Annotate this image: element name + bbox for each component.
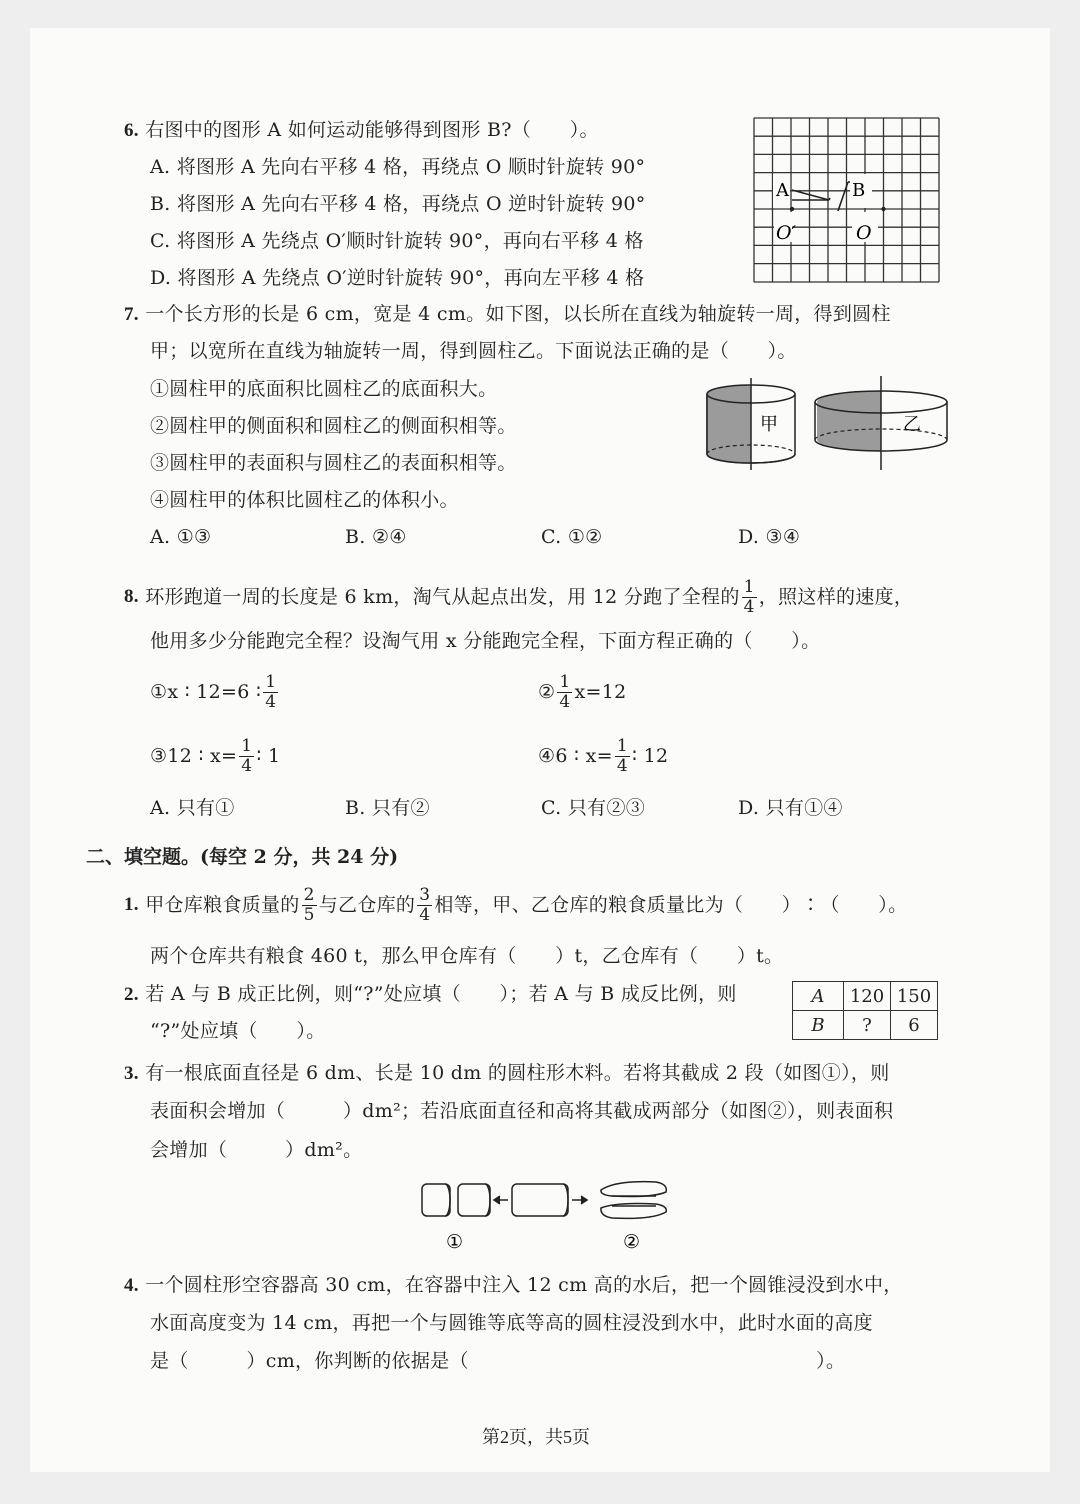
q8-equation-2 <box>538 668 626 716</box>
q7-line1-text: 一个长方形的长是 6 cm，宽是 4 cm。如下图，以长所在直线为轴旋转一周，得到圆柱 <box>145 303 891 325</box>
f1-frac2-num: 3 <box>419 884 431 905</box>
q8-eq1-den: 4 <box>265 691 277 712</box>
f3-line1 <box>124 1061 890 1086</box>
f4-line1-text: 一个圆柱形空容器高 30 cm，在容器中注入 12 cm 高的水后，把一个圆锥浸没到水中， <box>145 1274 903 1296</box>
q7-number: 7. <box>124 304 139 325</box>
f1-fraction-1 <box>302 886 317 925</box>
q8-eq4-text-b: ∶ 12 <box>632 745 669 767</box>
q8-eq2-text-a: ② <box>538 681 556 703</box>
f1-text-a: 甲仓库粮食质量的 <box>145 894 300 916</box>
f2-table-row-a <box>793 982 938 1011</box>
q8-equation-1 <box>150 668 280 716</box>
q7-statement-3: ③圆柱甲的表面积与圆柱乙的表面积相等。 <box>150 452 517 474</box>
q8-line2: 他用多少分能跑完全程？设淘气用 x 分能跑完全程，下面方程正确的（ ）。 <box>150 630 821 652</box>
q8-eq3-text-a: ③12 ∶ x= <box>150 745 238 767</box>
q7-choice-c: C. ①② <box>541 526 603 548</box>
q7-choice-d: D. ③④ <box>738 526 801 548</box>
q7-statement-2: ②圆柱甲的侧面积和圆柱乙的侧面积相等。 <box>150 415 517 437</box>
q6-number: 6. <box>124 120 139 141</box>
q7-cylinders-figure <box>702 374 952 472</box>
q7-statement-1: ①圆柱甲的底面积比圆柱乙的底面积大。 <box>150 378 498 400</box>
q8-eq4-text-a: ④6 ∶ x= <box>538 745 613 767</box>
f3-number: 3. <box>124 1063 139 1084</box>
f4-line2: 水面高度变为 14 cm，再把一个与圆锥等底等高的圆柱浸没到水中，此时水面的高度 <box>150 1312 873 1334</box>
f2-table-cell: A <box>793 982 844 1011</box>
f2-table-cell: 6 <box>891 1011 938 1040</box>
q7-line1 <box>124 302 891 327</box>
f3-line3: 会增加（ ）dm²。 <box>150 1139 363 1161</box>
q8-choice-d: D. 只有①④ <box>738 797 843 819</box>
q8-eq3-den: 4 <box>241 755 253 776</box>
f1-number: 1. <box>124 894 139 915</box>
q8-frac-num: 1 <box>743 576 755 597</box>
f2-number: 2. <box>124 984 139 1005</box>
f1-text-c: 相等，甲、乙仓库的粮食质量比为（ ）∶（ ）。 <box>434 894 908 916</box>
section-2-title: 二、填空题。(每空 2 分，共 24 分) <box>86 846 399 868</box>
q8-equation-3 <box>150 732 280 780</box>
q8-eq1-fraction <box>263 673 278 712</box>
q8-choice-b: B. 只有② <box>345 797 430 819</box>
q6-stem <box>124 118 599 143</box>
f1-frac1-num: 2 <box>303 884 315 905</box>
q6-stem-text: 右图中的图形 A 如何运动能够得到图形 B?（ ）。 <box>145 119 599 141</box>
q7-statement-4: ④圆柱甲的体积比圆柱乙的体积小。 <box>150 489 459 511</box>
f2-table-cell: 150 <box>891 982 938 1011</box>
f1-frac2-den: 4 <box>419 904 431 925</box>
f4-line1 <box>124 1273 903 1298</box>
f1-text-b: 与乙仓库的 <box>318 894 416 916</box>
q8-eq3-fraction <box>239 737 254 776</box>
f1-frac1-den: 5 <box>303 904 315 925</box>
f2-table-cell: 120 <box>844 982 891 1011</box>
q6-option-b: B. 将图形 A 先向右平移 4 格，再绕点 O 逆时针旋转 90° <box>150 193 646 215</box>
q8-eq1-num: 1 <box>265 671 277 692</box>
q8-eq4-fraction <box>615 737 630 776</box>
q6-option-c: C. 将图形 A 先绕点 O′顺时针旋转 90°，再向右平移 4 格 <box>150 230 644 252</box>
q7-choice-b: B. ②④ <box>345 526 407 548</box>
f2-line1 <box>124 982 737 1007</box>
grid-label-b: B <box>852 180 866 201</box>
q7-line2: 甲；以宽所在直线为轴旋转一周，得到圆柱乙。下面说法正确的是（ ）。 <box>150 340 797 362</box>
q8-eq2-fraction <box>557 673 572 712</box>
f3-line1-text: 有一根底面直径是 6 dm、长是 10 dm 的圆柱形木料。若将其截成 2 段（如图①），则 <box>145 1062 890 1084</box>
f2-line1-text: 若 A 与 B 成正比例，则“?”处应填（ ）；若 A 与 B 成反比例，则 <box>145 983 737 1005</box>
q8-eq1-text: ①x ∶ 12=6 ∶ <box>150 681 262 703</box>
q8-eq4-num: 1 <box>616 735 629 756</box>
q8-eq2-num: 1 <box>559 671 571 692</box>
q8-eq3-text-b: ∶ 1 <box>256 745 281 767</box>
f1-line2: 两个仓库共有粮食 460 t，那么甲仓库有（ ）t，乙仓库有（ ）t。 <box>150 945 784 967</box>
grid-label-o-prime: O′ <box>776 222 796 244</box>
q8-choice-c: C. 只有②③ <box>541 797 646 819</box>
q8-eq2-den: 4 <box>559 691 571 712</box>
f1-line1 <box>124 880 907 930</box>
q8-line1-text-a: 环形跑道一周的长度是 6 km，淘气从起点出发，用 12 分跑了全程的 <box>145 586 740 608</box>
q8-choice-a: A. 只有① <box>150 797 235 819</box>
q8-eq3-num: 1 <box>241 735 253 756</box>
f2-table-cell: B <box>793 1011 844 1040</box>
grid-label-a: A <box>776 180 789 201</box>
q8-frac-den: 4 <box>743 596 755 617</box>
page-footer: 第2页，共5页 <box>482 1427 590 1447</box>
grid-label-o: O <box>856 222 872 244</box>
f3-line2: 表面积会增加（ ）dm²；若沿底面直径和高将其截成两部分（如图②），则表面积 <box>150 1100 894 1122</box>
q6-grid-figure <box>752 116 944 286</box>
q8-number: 8. <box>124 586 139 607</box>
q8-eq4-den: 4 <box>616 755 629 776</box>
f2-ab-table <box>792 981 938 1040</box>
exam-sheet <box>30 28 1050 1472</box>
q8-equation-4 <box>538 732 668 780</box>
q8-line1 <box>124 574 913 620</box>
f2-line2: “?”处应填（ ）。 <box>150 1020 326 1042</box>
f4-line3: 是（ ）cm，你判断的依据是（ ）。 <box>150 1350 846 1372</box>
f3-cut-figure <box>416 1176 676 1256</box>
cyl-label-yi: 乙 <box>903 414 921 435</box>
q8-fraction <box>742 578 757 617</box>
q6-option-d: D. 将图形 A 先绕点 O′逆时针旋转 90°，再向左平移 4 格 <box>150 267 645 289</box>
q6-option-a: A. 将图形 A 先向右平移 4 格，再绕点 O 顺时针旋转 90° <box>150 156 646 178</box>
f2-table-row-b <box>793 1011 938 1040</box>
q8-eq2-text-b: x=12 <box>574 681 627 703</box>
f1-fraction-2 <box>417 886 432 925</box>
q8-line1-text-b: ，照这样的速度， <box>758 586 914 608</box>
cyl-label-jia: 甲 <box>760 414 778 435</box>
q7-choice-a: A. ①③ <box>150 526 212 548</box>
f3-fig1-label: ① <box>446 1231 464 1253</box>
f4-number: 4. <box>124 1275 139 1296</box>
f2-table-cell: ? <box>844 1011 891 1040</box>
f3-fig2-label: ② <box>623 1231 641 1253</box>
